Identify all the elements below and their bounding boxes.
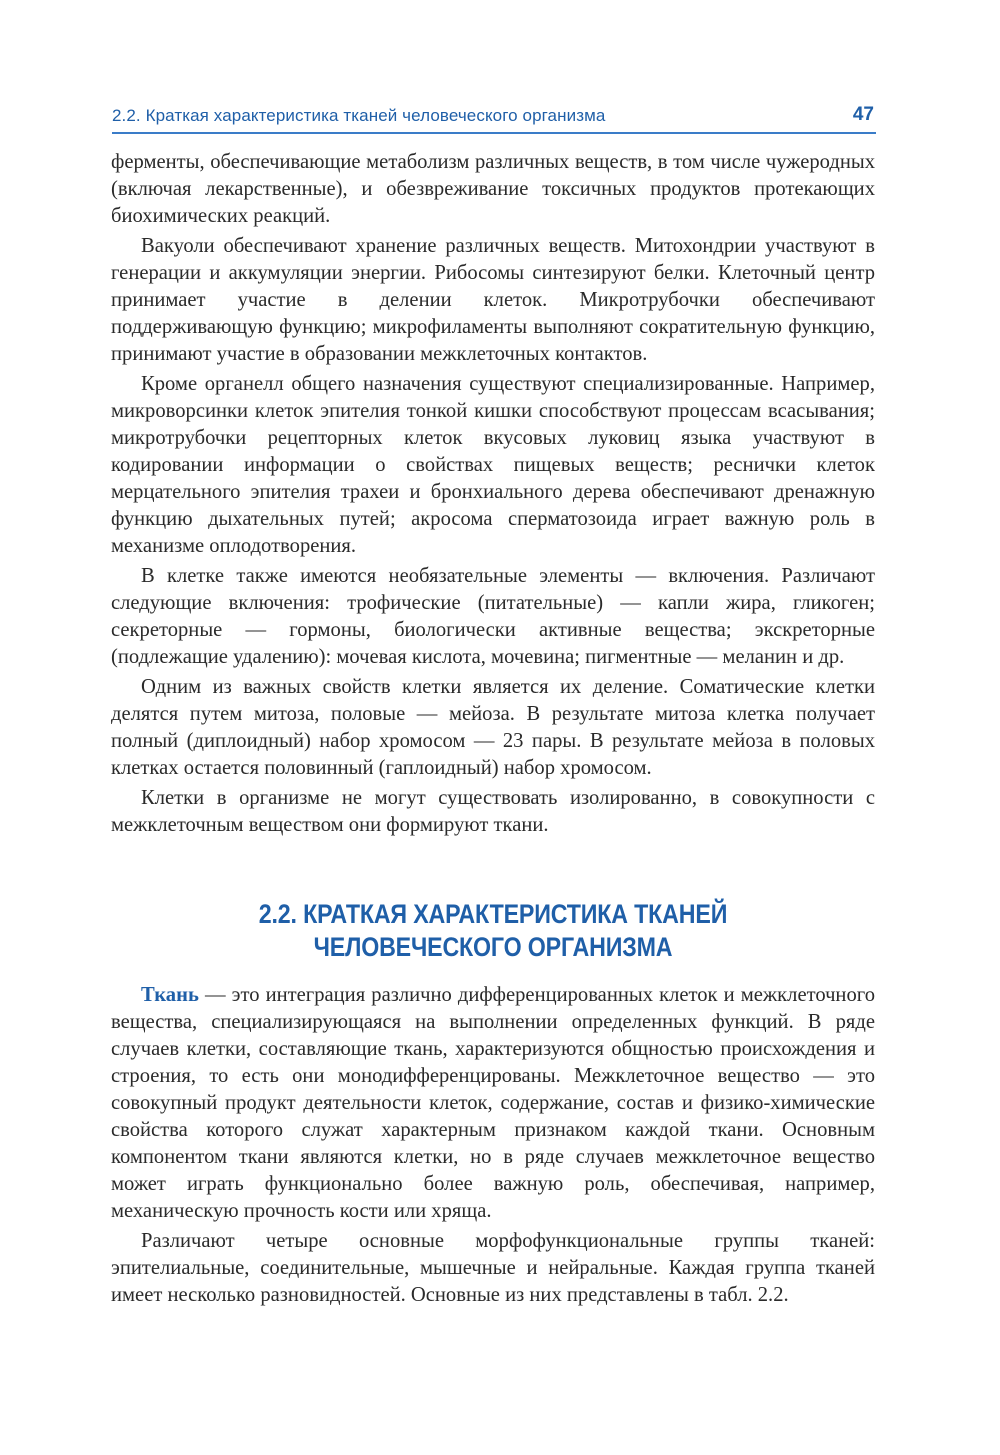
defined-term: Ткань [141,984,199,1006]
paragraph: Одним из важных свойств клетки является их деление. Соматические клетки делятся путем митоза, половые — мейоза. В результате митоза клетка получает полный (диплоидный) набор хромосом — 23 пары. В результате мейоза в половых клетках остается половинный (гаплоидный) набор хромосом. [111,676,875,779]
paragraph: Различают четыре основные морфофункциональные группы тканей: эпителиальные, соединительные, мышечные и нейральные. Каждая группа тканей имеет несколько разновидностей. Основные из них представлены в табл. 2.2. [111,1230,875,1306]
header-rule [112,132,876,134]
paragraph: Кроме органелл общего назначения существуют специализированные. Например, микроворсинки клеток эпителия тонкой кишки способствуют процессам всасывания; микротрубочки рецепторных клеток вкусовых луковиц языка участвуют в кодировании информации о свойствах пищевых веществ; реснички клеток мерцательного эпителия трахеи и бронхиального дерева обеспечивают дренажную функцию дыхательных путей; акросома сперматозоида играет важную роль в механизме оплодотворения. [111,373,875,557]
running-head [112,104,876,132]
section-heading-line-1: 2.2. КРАТКАЯ ХАРАКТЕРИСТИКА ТКАНЕЙ [258,899,728,929]
paragraph: Клетки в организме не могут существовать изолированно, в совокупности с межклеточным веществом они формируют ткани. [111,787,875,836]
running-title: 2.2. Краткая характеристика тканей человеческого организма [112,106,606,125]
definition-paragraph [111,982,875,1225]
paragraph: Вакуоли обеспечивают хранение различных веществ. Митохондрии участвуют в генерации и аккумуляции энергии. Рибосомы синтезируют белки. Клеточный центр принимает участие в делении клеток. Микротрубочки обеспечивают поддерживающую функцию; микрофиламенты выполняют сократительную функцию, принимают участие в образовании межклеточных контактов. [111,235,875,365]
body-text-top [111,149,875,842]
page-number: 47 [852,104,874,125]
section-heading [164,898,821,964]
definition-text: — это интеграция различно дифференцированных клеток и межклеточного вещества, специализирующаяся на выполнении определенных функций. В ряде случаев клетки, составляющие ткань, характеризуются общностью происхождения и строения, то есть они монодифференцированы. Межклеточное вещество — это совокупный продукт деятельности клеток, содержание, состав и физико-химические свойства которого служат характерным признаком каждой ткани. Основным компонентом ткани являются клетки, но в ряде случаев межклеточное вещество может играть функционально более важную роль, обеспечивая, например, механическую прочность кости или хряща. [111,984,875,1222]
body-text-bottom [111,982,875,1312]
paragraph: ферменты, обеспечивающие метаболизм различных веществ, в том числе чужеродных (включая лекарственные), и обезвреживание токсичных продуктов протекающих биохимических реакций. [111,151,875,227]
paragraph: В клетке также имеются необязательные элементы — включения. Различают следующие включения: трофические (питательные) — капли жира, гликоген; секреторные — гормоны, биологически активные вещества; экскреторные (подлежащие удалению): мочевая кислота, мочевина; пигментные — меланин и др. [111,565,875,668]
section-heading-line-2: ЧЕЛОВЕЧЕСКОГО ОРГАНИЗМА [313,932,673,962]
